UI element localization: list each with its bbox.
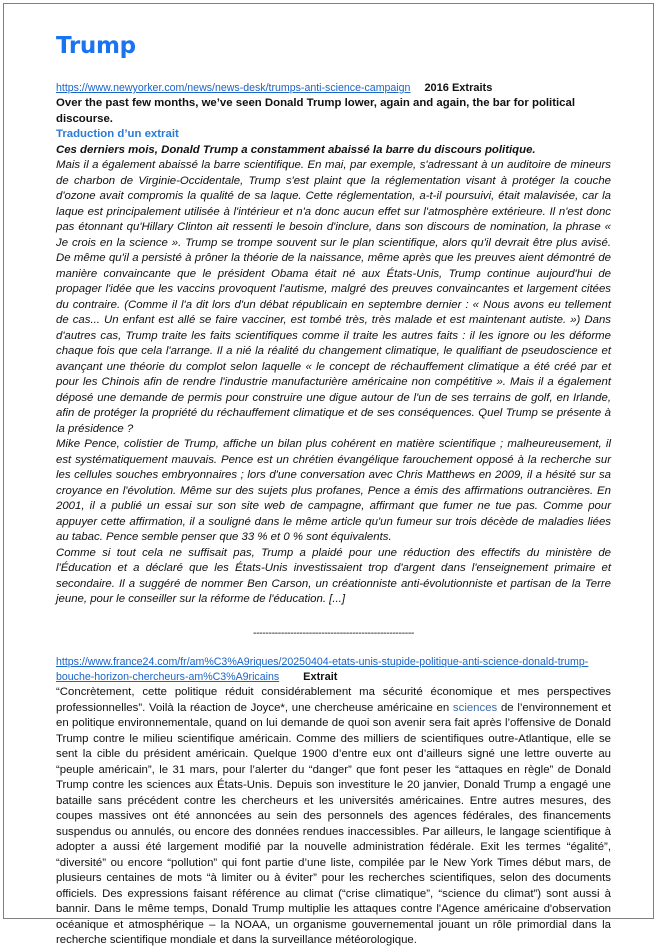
- france24-text-rest: de l’environnement et en politique environnementale, quand on lui demande de quoi son avenir sera fait après l’offensive de Donald Trump contre le milieu scientifique américain. Comme des milliers de scientifiques outre-Atlantique, elle se sent la cible du président américain. Quelque 1900 d’entre eux ont d’ailleurs signé une lettre ouverte au “peuple américain”, le 31 mars, pour l’alerter du “danger” que font peser les “attaques en règle” de Donald Trump contre les sciences aux États-Unis. Depuis son investiture le 20 janvier, Donald Trump a engagé une bataille sans précédent contre les chercheurs et les universités américaines. Entre autres mesures, des coupes massives ont été annoncées au sein des personnels des agences fédérales, des financements suspendus ou annulés, ou encore des données rendues inaccessibles. Par ailleurs, le langage scientifique à adopter a aussi été largement modifié par la nouvelle administration fédérale. Exit les termes “égalité”, “diversité” ou encore “pollution” qui font partie d’une liste, compilée par le New York Times début mars, de plusieurs centaines de mots “à limiter ou à éviter” pour les recherches scientifiques, selon des documents officiels. Des expressions faisant référence au climat (“crise climatique”, “science du climat”) sont aussi à bannir. Dans le même temps, Donald Trump multiplie les attaques contre l'Agence américaine d'observation océanique et atmosphérique – la NOAA, un organisme gouvernemental jouant un rôle primordial dans la recherche scientifique mondiale et dans la surveillance météorologique.: [56, 701, 612, 946]
- page-title: Trump: [56, 33, 136, 59]
- translation-label: Traduction d’un extrait: [56, 128, 179, 140]
- translated-heading: Ces derniers mois, Donald Trump a constamment abaissé la barre du discours politique.: [56, 143, 536, 156]
- year-extracts-label: 2016 Extraits: [424, 82, 493, 94]
- france24-paragraph: [56, 685, 611, 949]
- document-page: [3, 3, 654, 946]
- extract-label: Extrait: [303, 671, 338, 683]
- sciences-link[interactable]: sciences: [452, 701, 498, 714]
- france24-link-line2: bouche-horizon-chercheurs-am%C3%A9ricains: [56, 671, 280, 683]
- section-separator: ----------------------------------------------------: [252, 626, 415, 639]
- newyorker-link[interactable]: https://www.newyorker.com/news/news-desk/trumps-anti-science-campaign: [56, 82, 411, 94]
- english-quote: Over the past few months, we’ve seen Donald Trump lower, again and again, the bar for political discourse.: [56, 97, 576, 125]
- document-content: [56, 32, 611, 949]
- paragraph-2: Mike Pence, colistier de Trump, affiche un bilan plus cohérent en matière scientifique ; malheureusement, il est systématiquement mauvais. Pence est un chrétien évangélique farouchement opposé à la recherche sur les cellules souches embryonnaires ; lors d'une conversation avec Chris Matthews en 2009, il a hésité sur sa croyance en l'évolution. Même sur des sujets plus profanes, Pence a émis des affirmations outrancières. En 2001, il a publié un essai sur son site web de campagne, affirmant que fumer ne tue pas. Comme pour appuyer cette affirmation, il a souligné dans le même article qu'un fumeur sur trois décède de maladies liées au tabac. Pence semble penser que 33 % et 0 % sont équivalents.: [56, 438, 611, 543]
- france24-text-start: “Concrètement, cette politique réduit considérablement ma sécurité économique et mes perspectives professionnelles”. Voilà la réaction de Joyce*, une chercheuse américaine en: [56, 686, 611, 714]
- source-line-newyorker: [56, 81, 611, 96]
- source-line-france24: [56, 655, 611, 685]
- paragraph-3: Comme si tout cela ne suffisait pas, Trump a plaidé pour une réduction des effectifs du ministère de l'Éducation et a déclaré que les États-Unis investissaient trop d'argent dans l'enseignement primaire et secondaire. Il a suggéré de nommer Ben Carson, un créationniste anti-évolutionniste et partisan de la Terre jeune, pour le conseiller sur la réforme de l'éducation. [...]: [56, 546, 611, 605]
- france24-link-line1: https://www.france24.com/fr/am%C3%A9riques/20250404-etats-unis-stupide-politique-anti-science-donald-trump-: [56, 656, 589, 668]
- paragraph-1: Mais il a également abaissé la barre scientifique. En mai, par exemple, s'adressant à un auditoire de mineurs de charbon de Virginie-Occidentale, Trump s'est plaint que la réglementation visant à protéger la couche d'ozone avait compromis la qualité de sa laque. Cette réglementation, a-t-il poursuivi, était malavisée, car la laque est principalement utilisée à l'intérieur et n'a donc aucun effet sur l'atmosphère extérieure. Il n'est donc pas étonnant qu'Hillary Clinton ait ressenti le besoin d'inclure, dans son discours de nomination, la phrase « Je crois en la science ». Trump se trompe souvent sur le plan scientifique, alors qu'il devrait être plus avisé. De même qu'il a persisté à prôner la théorie de la naissance, même après que les preuves aient démontré de manière convaincante que le président Obama était né aux États-Unis, Trump continue aujourd'hui de propager l'idée que les vaccins provoquent l'autisme, malgré des preuves convaincantes et largement citées du contraire. (Comme il l'a dit lors d'un débat républicain en septembre dernier : « Nous avons eu tellement de cas... Un enfant est allé se faire vacciner, est tombé très, très malade et est maintenant autiste. ») Dans d'autres cas, Trump traite les faits scientifiques comme il traite les autres faits : il les ignore ou les déforme chaque fois que cela l'arrange. Il a nié la réalité du changement climatique, le qualifiant de pseudoscience et avançant une théorie du complot selon laquelle « le concept de réchauffement climatique a été créé par et pour les Chinois afin de rendre l'industrie manufacturière américaine non compétitive ». Mais il a également déposé une demande de permis pour construire une digue autour de l'un de ses terrains de golf, en Irlande, afin de protéger la propriété du réchauffement climatique et de ses conséquences. Quel Trump se présente à la présidence ?: [56, 159, 611, 435]
